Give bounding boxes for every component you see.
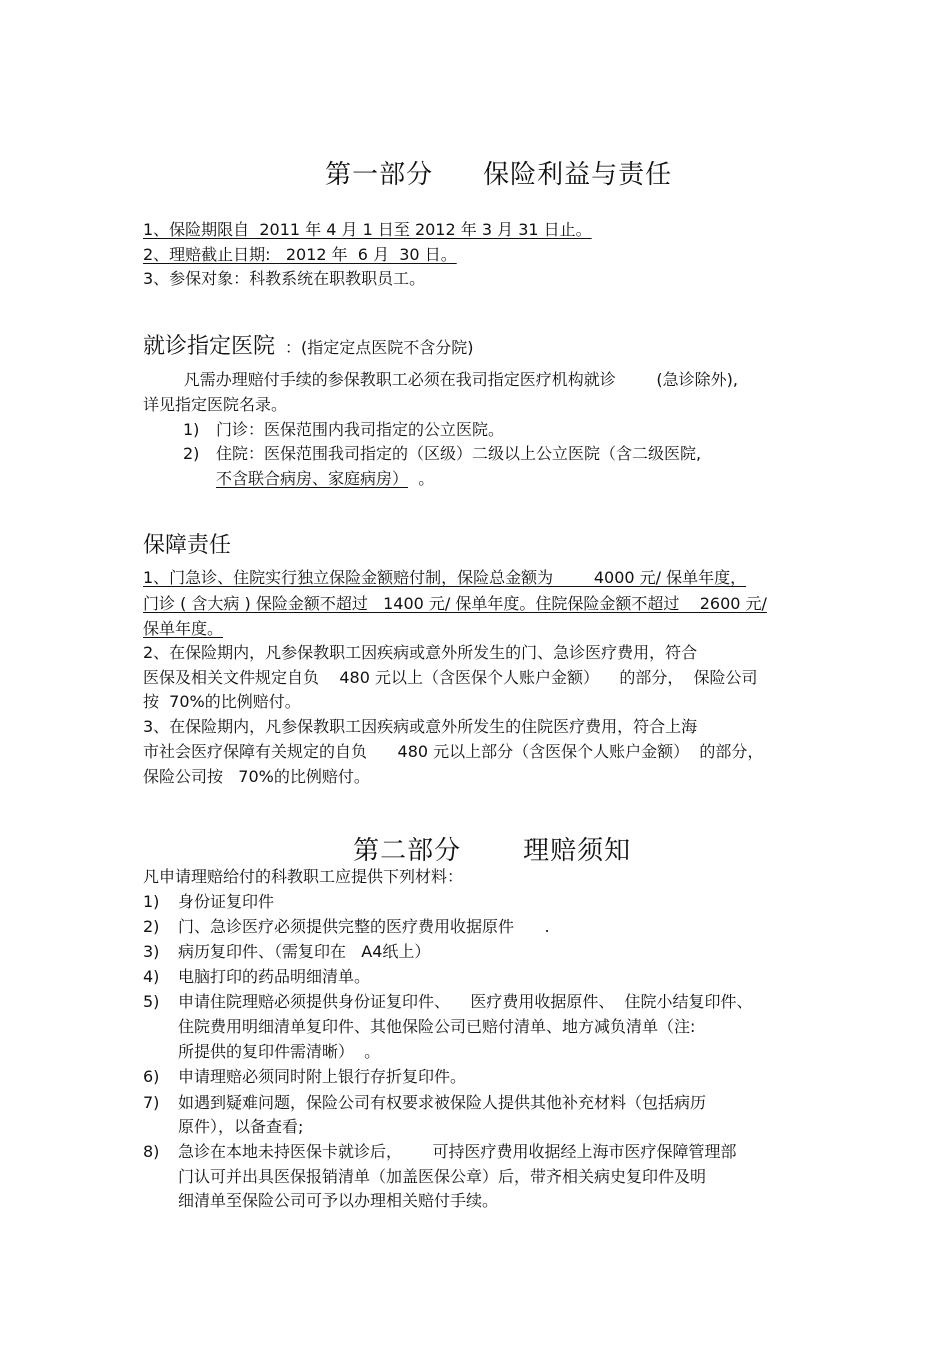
coverage-line-8: 市社会医疗保障有关规定的自负 480 元以上部分（含医保个人账户金额） 的部分， bbox=[143, 742, 764, 761]
claims-item-6-num: 6) bbox=[143, 1067, 160, 1086]
coverage-line-9: 保险公司按 70%的比例赔付。 bbox=[143, 767, 370, 786]
hospital-item-2-text: 住院：医保范围我司指定的（区级）二级以上公立医院（含二级医院, bbox=[216, 444, 702, 463]
part1-heading bbox=[288, 124, 672, 221]
claims-item-7-num: 7) bbox=[143, 1093, 160, 1112]
part2-heading-a: 第二部分 bbox=[353, 836, 462, 866]
coverage-line-2: 门诊 ( 含大病 ) 保险金额不超过 1400 元/ 保单年度。住院保险金额不超过 2600 元/ bbox=[143, 594, 767, 613]
claims-item-6-text: 申请理赔必须同时附上银行存折复印件。 bbox=[178, 1067, 467, 1086]
hospital-intro-2: 详见指定医院名录。 bbox=[143, 395, 288, 414]
claims-item-5-num: 5) bbox=[143, 992, 160, 1011]
coverage-line-5: 医保及相关文件规定自负 480 元以上（含医保个人账户金额） 的部分， 保险公司 bbox=[143, 668, 758, 687]
basic-line-2: 2、理赔截止日期: 2012 年 6 月 30 日。 bbox=[143, 245, 457, 264]
claims-item-3-num: 3) bbox=[143, 942, 160, 961]
claims-item-7-text-1: 如遇到疑难问题，保险公司有权要求被保险人提供其他补充材料（包括病历 bbox=[178, 1093, 707, 1112]
hospital-item-1-text: 门诊：医保范围内我司指定的公立医院。 bbox=[216, 420, 505, 439]
hospital-item-1-num: 1) bbox=[183, 420, 200, 439]
coverage-line-7: 3、在保险期内，凡参保教职工因疾病或意外所发生的住院医疗费用，符合上海 bbox=[143, 717, 698, 736]
claims-item-4-text: 电脑打印的药品明细清单。 bbox=[178, 967, 371, 986]
claims-item-5-text-2: 住院费用明细清单复印件、其他保险公司已赔付清单、地方减负清单（注: bbox=[178, 1017, 696, 1036]
hospital-item-2-num: 2) bbox=[183, 444, 200, 463]
coverage-section-title: 保障责任 bbox=[143, 533, 232, 558]
coverage-line-1: 1、门急诊、住院实行独立保险金额赔付制，保险总金额为 4000 元/ 保单年度， bbox=[143, 568, 747, 587]
part1-heading-b: 保险利益与责任 bbox=[483, 160, 673, 190]
claims-item-3-text: 病历复印件、（需复印在 A4纸上） bbox=[178, 942, 431, 961]
coverage-line-3: 保单年度。 bbox=[143, 619, 224, 638]
basic-line-1: 1、保险期限自 2011 年 4 月 1 日至 2012 年 3 月 31 日止。 bbox=[143, 220, 592, 239]
hospital-item-2-cont: 不含联合病房、家庭病房） 。 bbox=[216, 469, 435, 488]
claims-item-1-num: 1) bbox=[143, 892, 160, 911]
coverage-line-4: 2、在保险期内，凡参保教职工因疾病或意外所发生的门、急诊医疗费用，符合 bbox=[143, 643, 698, 662]
claims-item-5-text-1: 申请住院理赔必须提供身份证复印件、 医疗费用收据原件、 住院小结复印件、 bbox=[178, 992, 753, 1011]
coverage-line-6: 按 70%的比例赔付。 bbox=[143, 692, 301, 711]
part2-heading-b: 理赔须知 bbox=[523, 836, 632, 866]
hospital-note: ：(指定定点医院不含分院) bbox=[285, 338, 474, 357]
claims-item-2-num: 2) bbox=[143, 917, 160, 936]
basic-line-3: 3、参保对象：科教系统在职教职员工。 bbox=[143, 269, 426, 288]
claims-intro: 凡申请理赔给付的科教职工应提供下列材料： bbox=[143, 867, 464, 886]
hospital-intro-1: 凡需办理赔付手续的参保教职工必须在我司指定医疗机构就诊 (急诊除外), bbox=[143, 370, 738, 389]
claims-item-7-text-2: 原件），以备查看; bbox=[178, 1117, 304, 1136]
claims-item-8-text-2: 门认可并出具医保报销清单（加盖医保公章）后，带齐相关病史复印件及明 bbox=[178, 1167, 707, 1186]
claims-item-8-num: 8) bbox=[143, 1142, 160, 1161]
hospital-title: 就诊指定医院 bbox=[143, 334, 276, 359]
claims-item-8-text-1: 急诊在本地未持医保卡就诊后， 可持医疗费用收据经上海市医疗保障管理部 bbox=[178, 1142, 737, 1161]
claims-item-8-text-3: 细清单至保险公司可予以办理相关赔付手续。 bbox=[178, 1191, 499, 1210]
claims-item-4-num: 4) bbox=[143, 967, 160, 986]
claims-item-1-text: 身份证复印件 bbox=[178, 892, 275, 911]
claims-item-5-text-3: 所提供的复印件需清晰） 。 bbox=[178, 1042, 381, 1061]
part1-heading-a: 第一部分 bbox=[325, 160, 434, 190]
claims-item-2-text: 门、急诊医疗必须提供完整的医疗费用收据原件 . bbox=[178, 917, 550, 936]
hospital-section-title bbox=[143, 329, 474, 360]
